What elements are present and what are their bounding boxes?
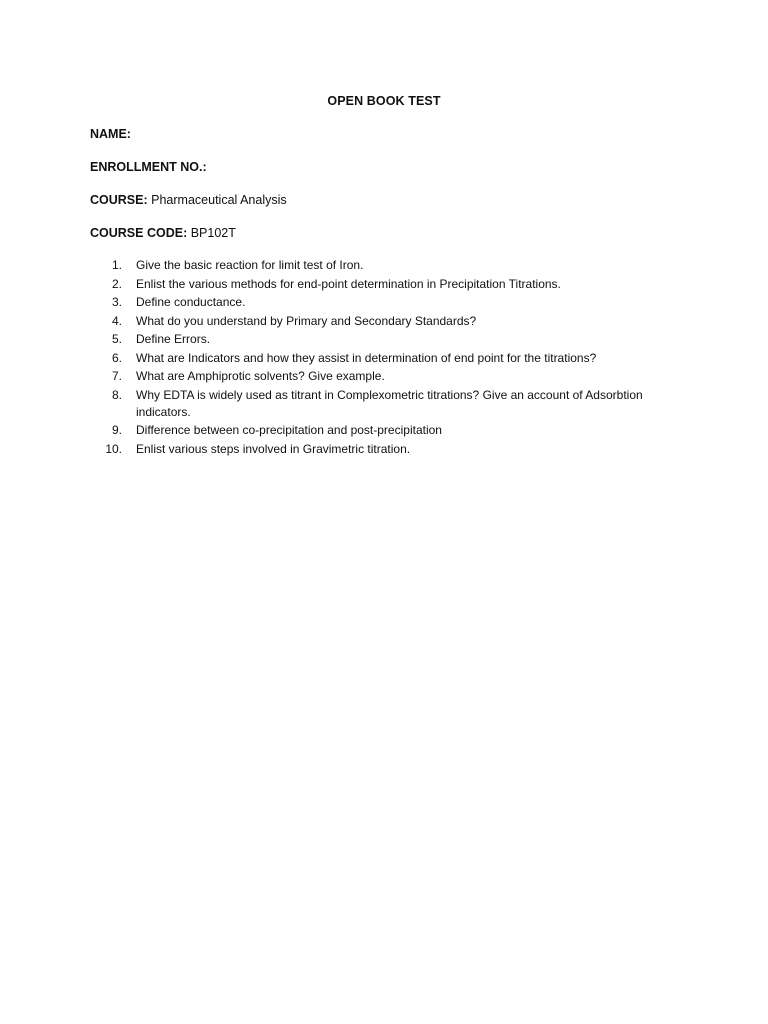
question-item	[90, 331, 690, 348]
question-number: 8.	[111, 387, 122, 402]
question-number: 4.	[111, 313, 122, 328]
question-text: Enlist the various methods for end-point determination in Precipitation Titrations.	[136, 276, 561, 291]
question-number: 9.	[111, 423, 122, 437]
question-text: What are Indicators and how they assist in determination of end point for the titrations?	[136, 350, 597, 365]
name-label: NAME:	[90, 127, 131, 141]
question-text: Give the basic reaction for limit test of Iron.	[136, 258, 364, 272]
question-text: Enlist various steps involved in Gravimetric titration.	[136, 441, 411, 456]
question-item	[90, 313, 690, 330]
question-number: 7.	[111, 369, 122, 383]
course-label: COURSE:	[90, 193, 148, 207]
course-code-value: BP102T	[190, 226, 236, 240]
question-list	[90, 257, 690, 459]
course-value: Pharmaceutical Analysis	[151, 193, 287, 207]
question-text: Difference between co-precipitation and post-precipitation	[136, 423, 442, 437]
course-field	[90, 192, 287, 208]
question-number: 5.	[111, 332, 122, 346]
question-text: Why EDTA is widely used as titrant in Complexometric titrations? Give an account of Adsorbtion indicators.	[136, 387, 643, 419]
enrollment-label: ENROLLMENT NO.:	[90, 160, 207, 174]
question-text: What are Amphiprotic solvents? Give example.	[136, 369, 385, 383]
question-text: What do you understand by Primary and Secondary Standards?	[136, 313, 477, 328]
question-item	[90, 387, 690, 421]
name-field	[90, 126, 131, 142]
question-number: 2.	[111, 276, 122, 291]
question-item	[90, 441, 690, 458]
question-item	[90, 422, 690, 439]
question-number: 3.	[111, 295, 122, 309]
question-number: 1.	[111, 258, 122, 272]
question-item	[90, 294, 690, 311]
page-title: OPEN BOOK TEST	[327, 94, 441, 108]
course-code-field	[90, 225, 236, 241]
enrollment-field	[90, 159, 207, 175]
question-item	[90, 368, 690, 385]
question-item	[90, 257, 690, 274]
question-number: 6.	[111, 350, 122, 365]
course-code-label: COURSE CODE:	[90, 226, 188, 240]
question-item	[90, 350, 690, 367]
question-item	[90, 276, 690, 293]
question-number: 10.	[105, 441, 122, 456]
question-text: Define Errors.	[136, 332, 211, 346]
question-text: Define conductance.	[136, 295, 246, 309]
